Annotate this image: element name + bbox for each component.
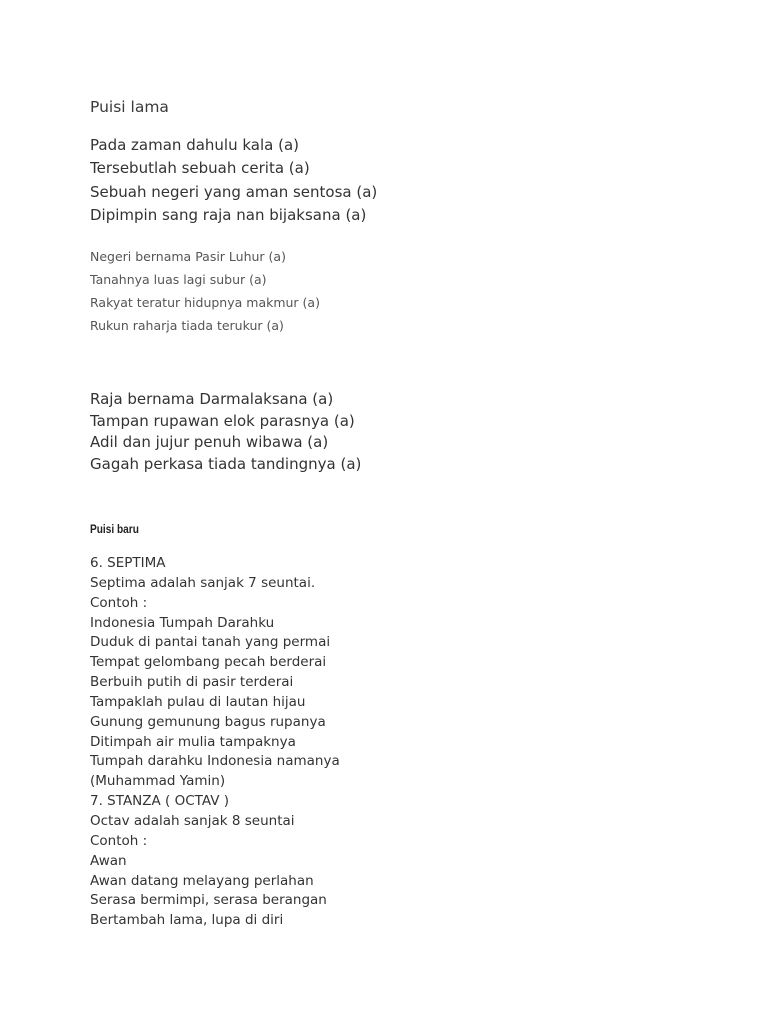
definition-line: Octav adalah sanjak 8 seuntai (90, 812, 295, 829)
poem-line: Tempat gelombang pecah berderai (90, 654, 327, 671)
stanza-1 (90, 134, 377, 227)
poem-line: Berbuih putih di pasir terderai (90, 674, 294, 691)
example-label: Contoh : (90, 594, 148, 611)
poem-line: Sebuah negeri yang aman sentosa (a) (90, 182, 378, 201)
poem-line: Tampan rupawan elok parasnya (a) (90, 411, 355, 430)
stanza-2 (90, 245, 320, 337)
heading-puisi-lama: Puisi lama (90, 98, 169, 116)
poem-line: Ditimpah air mulia tampaknya (90, 733, 296, 750)
poem-line: Rakyat teratur hidupnya makmur (a) (90, 295, 320, 310)
poem-line: Dipimpin sang raja nan bijaksana (a) (90, 205, 367, 224)
poem-author: (Muhammad Yamin) (90, 773, 226, 790)
poem-line: Tanahnya luas lagi subur (a) (90, 272, 267, 287)
poem-title: Awan (90, 852, 127, 869)
poem-line: Raja bernama Darmalaksana (a) (90, 390, 334, 408)
stanza-3 (90, 389, 361, 476)
poem-line: Pada zaman dahulu kala (a) (90, 136, 299, 154)
heading-puisi-baru: Puisi baru (90, 524, 139, 536)
poem-line: Tersebutlah sebuah cerita (a) (90, 159, 310, 178)
example-label: Contoh : (90, 832, 148, 849)
section-title-stanza: 7. STANZA ( OCTAV ) (90, 793, 230, 810)
poem-line: Rukun raharja tiada terukur (a) (90, 318, 284, 333)
poem-line: Bertambah lama, lupa di diri (90, 912, 284, 929)
poem-title: Indonesia Tumpah Darahku (90, 614, 275, 631)
poem-line: Tumpah darahku Indonesia namanya (90, 753, 340, 770)
section-title-septima: 6. SEPTIMA (90, 555, 166, 571)
poem-line: Gagah perkasa tiada tandingnya (a) (90, 455, 362, 474)
poem-line: Awan datang melayang perlahan (90, 872, 314, 889)
poem-line: Gunung gemunung bagus rupanya (90, 713, 326, 730)
poem-line: Duduk di pantai tanah yang permai (90, 634, 331, 651)
definition-line: Septima adalah sanjak 7 seuntai. (90, 574, 316, 591)
poem-line: Adil dan jujur penuh wibawa (a) (90, 433, 329, 452)
puisi-baru-content (90, 554, 340, 931)
poem-line: Negeri bernama Pasir Luhur (a) (90, 249, 286, 264)
poem-line: Serasa bermimpi, serasa berangan (90, 892, 327, 909)
poem-line: Tampaklah pulau di lautan hijau (90, 693, 306, 710)
